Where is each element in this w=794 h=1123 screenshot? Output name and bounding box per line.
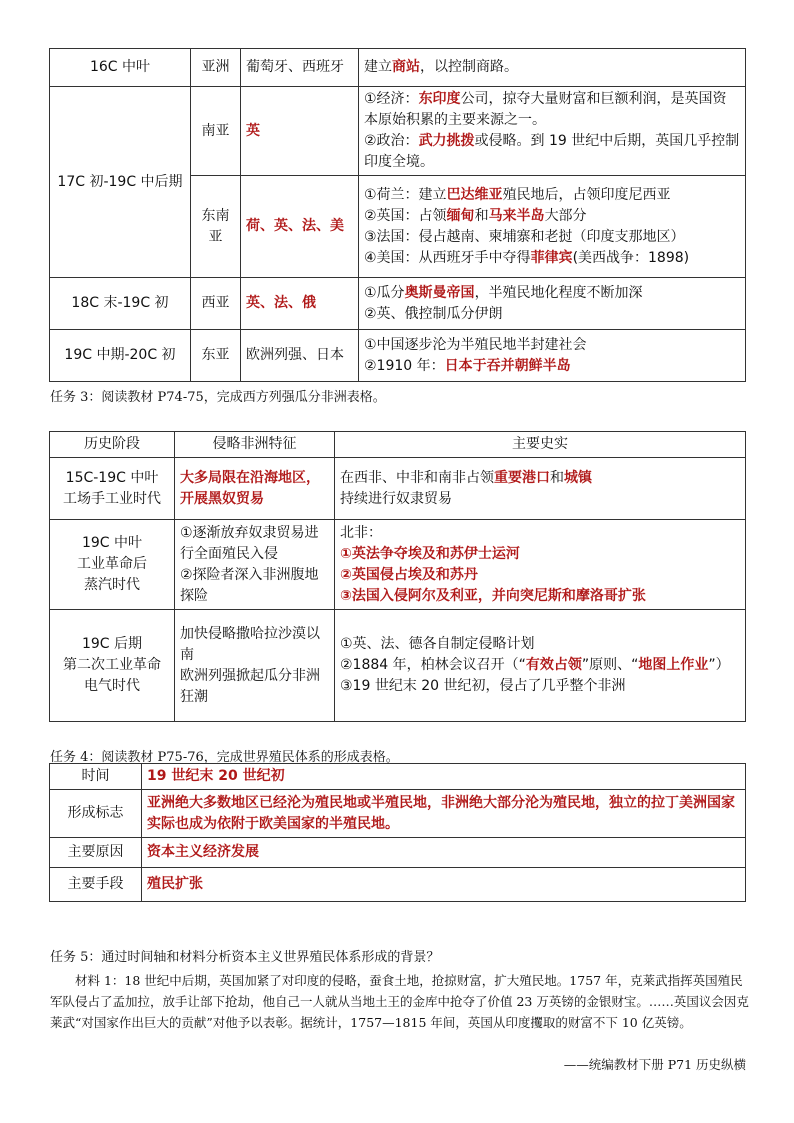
value-cell: 19 世纪末 20 世纪初 [142,764,746,790]
colonial-row [50,838,746,868]
fact-seg: ②英国：占领 [364,207,447,224]
features-cell [175,458,335,520]
period-cell: 19C 中期-20C 初 [50,330,191,382]
asia-row [50,87,746,176]
material-source: ——统编教材下册 P71 历史纵横 [563,1057,746,1072]
fact-line [364,248,740,269]
fact-seg: ①经济： [364,91,419,107]
fact-seg: ①中国逐步沦为半殖民地半封建社会 [364,336,587,353]
countries-cell: 欧洲列强、日本 [241,330,359,382]
region-cell: 东亚 [191,330,241,382]
label-cell: 主要手段 [50,868,142,902]
africa-partition-table [49,431,746,722]
stage-line: 19C 中叶 [81,535,143,551]
fact-seg: ②1910 年： [364,357,445,374]
fact-seg: 商站 [392,59,420,75]
fact-line [364,283,740,304]
fact-seg: 巴达维亚 [446,186,503,203]
feature-seg: ②探险者深入非洲腹地探险 [180,566,319,604]
fact-line [364,206,740,227]
colonial-row [50,868,746,902]
features-cell [175,520,335,610]
feature-line [180,565,329,607]
fact-seg: 公司，掠夺大量财富和巨额利润，是英国资本原始积累的主要来源之一。 [364,91,727,128]
fact-line [340,586,740,607]
feature-line [180,468,329,510]
colonial-system-table [49,763,746,902]
fact-line [364,304,740,325]
stage-cell [50,610,175,722]
feature-line [180,624,329,666]
stage-line: 电气时代 [84,678,140,694]
feature-seg: 加快侵略撒哈拉沙漠以南 [180,625,320,663]
fact-seg: 马来半岛 [488,207,545,224]
facts-cell [359,330,746,382]
fact-seg: 日本于吞并朝鲜半岛 [444,357,571,374]
africa-row [50,610,746,722]
fact-seg: ④美国：从西班牙手中夺得 [364,249,531,266]
region-cell: 南亚 [191,87,241,176]
header-stage: 历史阶段 [50,432,175,458]
fact-seg: 菲律宾 [530,249,573,266]
facts-cell [335,458,746,520]
fact-line [340,676,740,697]
fact-line [340,655,740,676]
fact-seg: ①英法争夺埃及和苏伊士运河 [340,545,520,562]
features-cell [175,610,335,722]
fact-seg: 武力挑拨 [418,133,475,149]
fact-line [364,356,740,377]
fact-seg: (美西战争：1898) [572,249,690,266]
fact-seg: ，半殖民地化程度不断加深 [474,284,643,301]
fact-seg: 缅甸 [446,207,475,224]
fact-line [340,565,740,586]
fact-line [364,89,740,131]
fact-seg: ”） [708,657,730,673]
colonial-row [50,764,746,790]
fact-seg: 大部分 [544,207,587,224]
fact-seg: 建立 [364,59,392,75]
asia-row [50,330,746,382]
fact-seg: ①瓜分 [364,284,405,301]
value-cell: 亚洲绝大多数地区已经沦为殖民地或半殖民地，非洲绝大部分沦为殖民地，独立的拉丁美洲国家实际也成为依附于欧美国家的半殖民地。 [142,790,746,838]
fact-seg: 重要港口 [494,469,550,486]
feature-seg: ①逐渐放弃奴隶贸易进行全面殖民入侵 [180,524,319,562]
fact-seg: ③19 世纪末 20 世纪初，侵占了几乎整个非洲 [340,678,626,694]
countries-cell: 英、法、俄 [241,278,359,330]
feature-line [180,666,329,708]
fact-line [364,335,740,356]
period-cell: 17C 初-19C 中后期 [50,87,191,278]
stage-line: 19C 后期 [81,636,143,652]
fact-seg: 有效占领 [525,657,582,673]
countries-cell: 葡萄牙、西班牙 [241,49,359,87]
fact-line [340,489,740,510]
fact-seg: ②英国侵占埃及和苏丹 [340,566,478,583]
facts-cell [335,610,746,722]
feature-seg: 大多局限在沿海地区，开展黑奴贸易 [180,469,320,507]
label-cell: 时间 [50,764,142,790]
fact-seg: 北非： [340,524,382,541]
fact-seg: ②1884 年，柏林会议召开（“ [340,657,526,673]
fact-seg: ，以控制商路。 [420,59,518,75]
facts-cell [359,87,746,176]
task5-title: 任务 5：通过时间轴和材料分析资本主义世界殖民体系形成的背景？ [50,950,440,965]
fact-seg: 东印度 [418,91,461,107]
fact-seg: 在西非、中非和南非占领 [340,469,494,486]
header-features: 侵略非洲特征 [175,432,335,458]
fact-line [364,185,740,206]
stage-cell [50,520,175,610]
label-cell: 形成标志 [50,790,142,838]
colonial-row [50,790,746,838]
fact-seg: ①荷兰：建立 [364,186,447,203]
material-1: 材料 1：18 世纪中后期，英国加紧了对印度的侵略，蚕食土地，抢掠财富，扩大殖民地。1757 年，克莱武指挥英国殖民军队侵占了孟加拉，放手让部下抢劫，他自己一人就从当地土王的金库中抢夺了价值 23 万英镑的金银财宝。……英国议会因克莱武“对国家作出巨大的贡献”对他予以表彰。据统计，1757—1815 年间，英国从印度攫取的财富不下 10 亿英镑。 [50,973,749,1030]
stage-line: 工业革命后 [77,556,147,572]
period-cell: 18C 末-19C 初 [50,278,191,330]
period-cell: 16C 中叶 [50,49,191,87]
region-cell: 亚洲 [191,49,241,87]
facts-cell [359,49,746,87]
fact-seg: ②政治： [364,133,419,149]
fact-seg: 地图上作业 [638,657,709,673]
fact-line [340,468,740,489]
fact-line [364,131,740,173]
stage-line: 工场手工业时代 [63,490,161,507]
value-cell: 资本主义经济发展 [142,838,746,868]
stage-line: 蒸汽时代 [84,577,140,593]
region-cell: 西亚 [191,278,241,330]
value-cell: 殖民扩张 [142,868,746,902]
feature-line [180,523,329,565]
fact-seg: 奥斯曼帝国 [404,284,475,301]
fact-seg: 殖民地后，占领印度尼西亚 [502,186,671,203]
facts-cell [359,176,746,278]
task3-title: 任务 3：阅读教材 P74-75，完成西方列强瓜分非洲表格。 [50,390,386,405]
label-cell: 主要原因 [50,838,142,868]
africa-row [50,458,746,520]
feature-seg: 欧洲列强掀起瓜分非洲狂潮 [180,667,320,705]
countries-cell: 英 [241,87,359,176]
asia-colonization-table [49,48,746,382]
fact-seg: 和 [550,469,564,486]
fact-line [340,544,740,565]
stage-cell [50,458,175,520]
fact-line [364,57,740,78]
stage-line: 第二次工业革命 [63,657,161,673]
fact-seg: ②英、俄控制瓜分伊朗 [364,305,503,322]
header-facts: 主要史实 [335,432,746,458]
asia-row [50,278,746,330]
fact-seg: 持续进行奴隶贸易 [340,490,452,507]
fact-line [364,227,740,248]
facts-cell [335,520,746,610]
fact-line [340,634,740,655]
facts-cell [359,278,746,330]
stage-line: 15C-19C 中叶 [65,469,159,486]
fact-line [340,523,740,544]
fact-seg: 城镇 [564,469,592,486]
asia-row [50,49,746,87]
fact-seg: ③法国：侵占越南、柬埔寨和老挝（印度支那地区） [364,228,685,245]
fact-seg: ”原则、“ [581,657,639,673]
fact-seg: 和 [474,207,489,224]
fact-seg: ③法国入侵阿尔及利亚，并向突尼斯和摩洛哥扩张 [340,587,646,604]
africa-row [50,520,746,610]
fact-seg: 或侵略。到 19 世纪中后期，英国几乎控制印度全境。 [364,133,740,170]
task4-title: 任务 4：阅读教材 P75-76，完成世界殖民体系的形成表格。 [50,750,399,765]
countries-cell: 荷、英、法、美 [241,176,359,278]
region-cell: 东南亚 [191,176,241,278]
fact-seg: ①英、法、德各自制定侵略计划 [340,636,535,652]
